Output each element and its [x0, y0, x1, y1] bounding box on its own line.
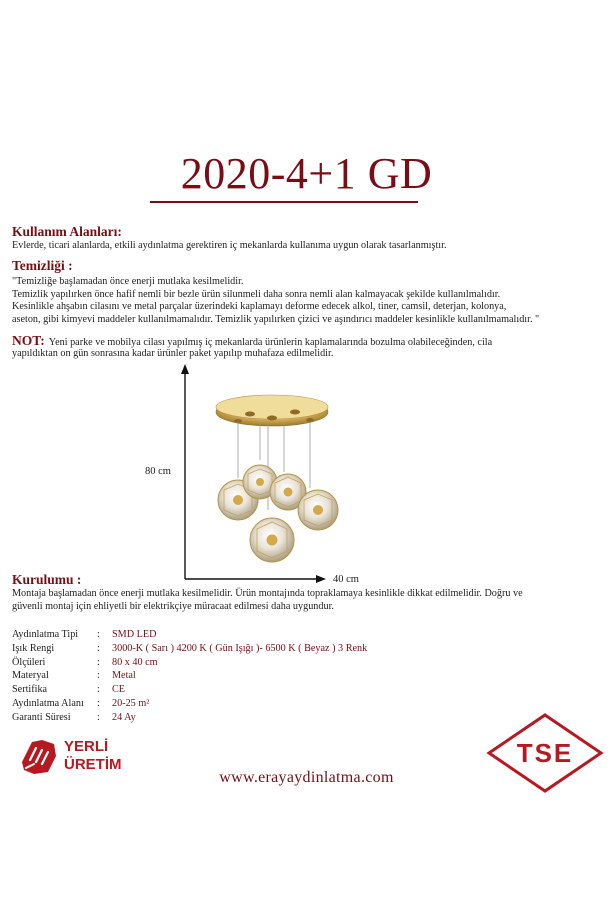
- spec-row: [12, 669, 452, 683]
- spec-row: [12, 642, 452, 656]
- badge-line-2: ÜRETİM: [64, 756, 122, 773]
- spec-table: [12, 628, 452, 725]
- spec-key: Materyal: [12, 670, 49, 682]
- cleaning-text: [12, 276, 539, 326]
- spec-separator: :: [97, 642, 100, 654]
- badge-line-1: YERLİ: [64, 738, 109, 755]
- spec-key: Garanti Süresi: [12, 711, 71, 723]
- spec-separator: :: [97, 629, 100, 640]
- note-line-2: yapıldıktan on gün sonrasına kadar ürünler paket yapılıp muhafaza edilmelidir.: [12, 348, 334, 359]
- usage-line: Evlerde, ticari alanlarda, etkili aydınlatma gerektiren iç mekanlarda kullanıma uygun olarak tasarlanmıştır.: [12, 240, 447, 251]
- title-underline: [150, 201, 418, 203]
- spec-row: [12, 628, 452, 642]
- tse-logo-text: TSE: [516, 738, 574, 768]
- installation-heading: Kurulumu :: [12, 572, 82, 587]
- spec-key: Aydınlatma Alanı: [12, 697, 84, 709]
- width-dimension-label: 40 cm: [333, 574, 359, 585]
- cleaning-line: Temizlik yapılırken önce hafif nemli bir bezle ürün silunmeli daha sonra nemli alan kalmayacak şekilde kullanılmalıdır.: [12, 288, 501, 300]
- spec-value: 3000-K ( Sarı ) 4200 K ( Gün Işığı )- 6500 K ( Beyaz ) 3 Renk: [112, 642, 368, 654]
- installation-text: [12, 588, 523, 613]
- spec-value: 80 x 40 cm: [112, 656, 158, 668]
- spec-value: Metal: [112, 670, 136, 682]
- cleaning-line: Kesinlikle ahşabın cilasını ve metal parçalar üzerindeki kaplamayı deforme edecek alkol, tiner, camsil, deterjan, kolonya,: [12, 301, 507, 313]
- height-dimension-label: 80 cm: [145, 466, 171, 477]
- cleaning-line: aseton, gibi kimyevi maddeler kullanılmamalıdır. Temizlik yapılırken çizici ve aşındırıcı maddeler kesinlikle kullanılmamalıdır. ": [12, 313, 540, 325]
- cleaning-heading: Temizliği :: [12, 258, 73, 273]
- spec-key: Işık Rengi: [12, 642, 55, 654]
- spec-separator: :: [97, 711, 100, 723]
- spec-key: Aydınlatma Tipi: [12, 629, 79, 640]
- spec-separator: :: [97, 684, 100, 696]
- chandelier-image: [200, 380, 350, 580]
- note-line-1: Yeni parke ve mobilya cilası yapılmış iç mekanlarda ürünlerin kaplamalarında bozulma olabileceğinden, cila: [48, 337, 493, 348]
- spec-row: [12, 711, 452, 725]
- product-title: 2020-4+1 GD: [180, 149, 433, 198]
- usage-text: [12, 240, 447, 253]
- spec-value: 20-25 m²: [112, 697, 150, 709]
- spec-row: [12, 697, 452, 711]
- website-url[interactable]: www.erayaydinlatma.com: [219, 769, 394, 786]
- spec-value: CE: [112, 684, 126, 696]
- spec-separator: :: [97, 697, 100, 709]
- installation-line: güvenli montaj için ehliyetli bir elektrikçiye müracaat edilmesi daha uygundur.: [12, 600, 334, 612]
- installation-line: Montaja başlamadan önce enerji mutlaka kesilmelidir. Ürün montajında topraklamaya kesinlikle dikkat edilmelidir. Doğru ve: [12, 588, 523, 599]
- spec-key: Sertifika: [12, 684, 48, 696]
- note-label: NOT:: [12, 333, 45, 348]
- spec-separator: :: [97, 656, 100, 668]
- spec-value: SMD LED: [112, 629, 157, 640]
- spec-row: [12, 656, 452, 670]
- cleaning-line: "Temizliğe başlamadan önce enerji mutlaka kesilmelidir.: [12, 276, 244, 287]
- spec-key: Ölçüleri: [12, 656, 46, 668]
- usage-heading: Kullanım Alanları:: [12, 224, 122, 239]
- spec-row: [12, 683, 452, 697]
- spec-separator: :: [97, 670, 100, 682]
- spec-value: 24 Ay: [112, 711, 136, 723]
